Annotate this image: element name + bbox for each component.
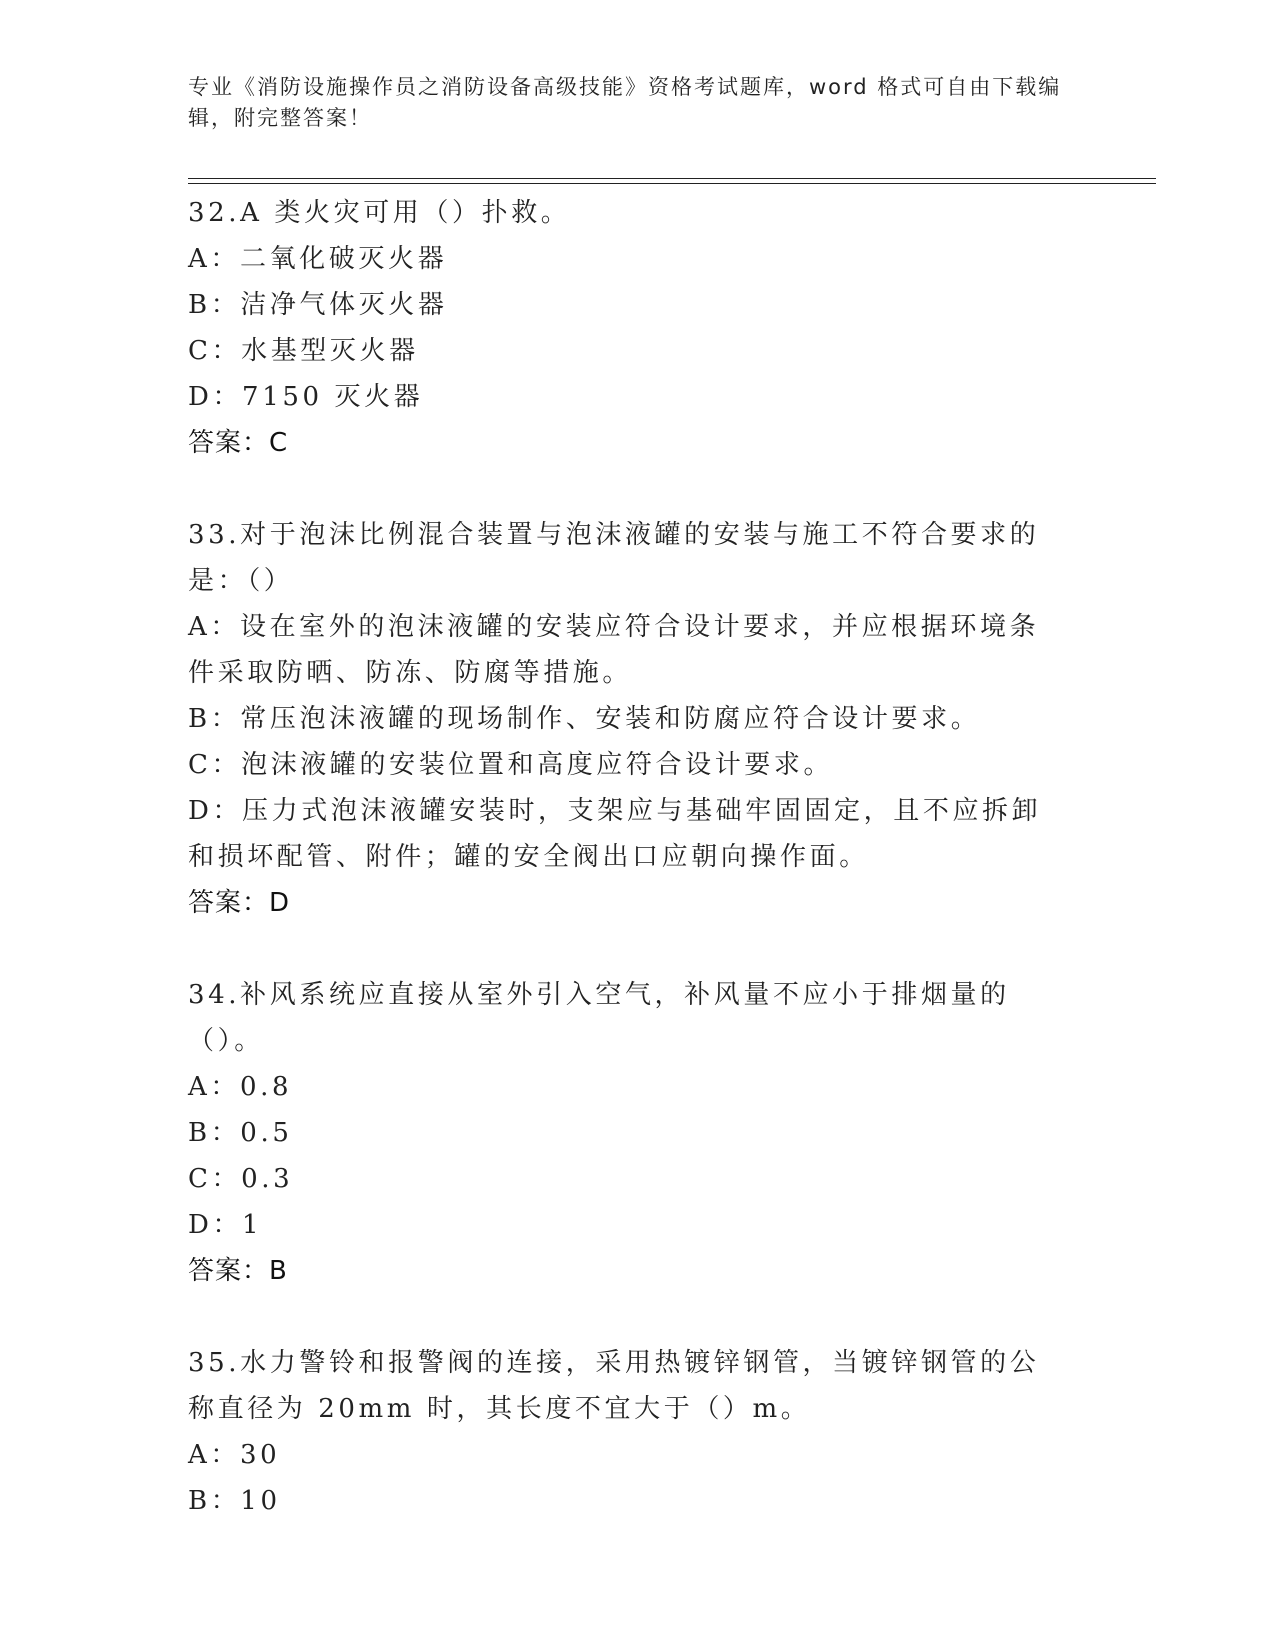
option-d: D：1: [188, 1210, 263, 1240]
option-a: A：设在室外的泡沫液罐的安装应符合设计要求，并应根据环境条件采取防晒、防冻、防腐等措施。: [188, 612, 1040, 688]
question-34: [188, 972, 1088, 1294]
document-header: 专业《消防设施操作员之消防设备高级技能》资格考试题库，word 格式可自由下载编辑，附完整答案！: [188, 75, 1062, 130]
answer-line: 答案：D: [188, 888, 291, 918]
option-d: D：7150 灭火器: [188, 382, 424, 412]
option-b: B：洁净气体灭火器: [188, 290, 448, 320]
question-stem: 32.A 类火灾可用（）扑救。: [188, 198, 571, 228]
option-c: C：水基型灭火器: [188, 336, 419, 366]
question-stem: 35.水力警铃和报警阀的连接，采用热镀锌钢管，当镀锌钢管的公称直径为 20mm 时，其长度不宜大于（）m。: [188, 1348, 1040, 1424]
option-c: C：泡沫液罐的安装位置和高度应符合设计要求。: [188, 750, 834, 780]
option-b: B：常压泡沫液罐的现场制作、安装和防腐应符合设计要求。: [188, 704, 981, 734]
option-b: B：10: [188, 1486, 281, 1516]
option-a: A：30: [188, 1440, 281, 1470]
question-stem: 33.对于泡沫比例混合装置与泡沫液罐的安装与施工不符合要求的是：（）: [188, 520, 1040, 596]
question-33: [188, 512, 1088, 926]
answer-line: 答案：C: [188, 428, 289, 458]
option-a: A：0.8: [188, 1072, 293, 1102]
option-c: C：0.3: [188, 1164, 294, 1194]
question-stem: 34.补风系统应直接从室外引入空气，补风量不应小于排烟量的（）。: [188, 980, 1010, 1056]
answer-line: 答案：B: [188, 1256, 288, 1286]
option-a: A：二氧化破灭火器: [188, 244, 448, 274]
question-32: [188, 190, 1088, 466]
option-b: B：0.5: [188, 1118, 293, 1148]
header-divider-top: [188, 178, 1156, 179]
option-d: D：压力式泡沫液罐安装时，支架应与基础牢固固定，且不应拆卸和损坏配管、附件；罐的安全阀出口应朝向操作面。: [188, 796, 1042, 872]
question-list: [188, 190, 1088, 1570]
question-35: [188, 1340, 1088, 1524]
header-divider-bottom: [188, 183, 1156, 184]
